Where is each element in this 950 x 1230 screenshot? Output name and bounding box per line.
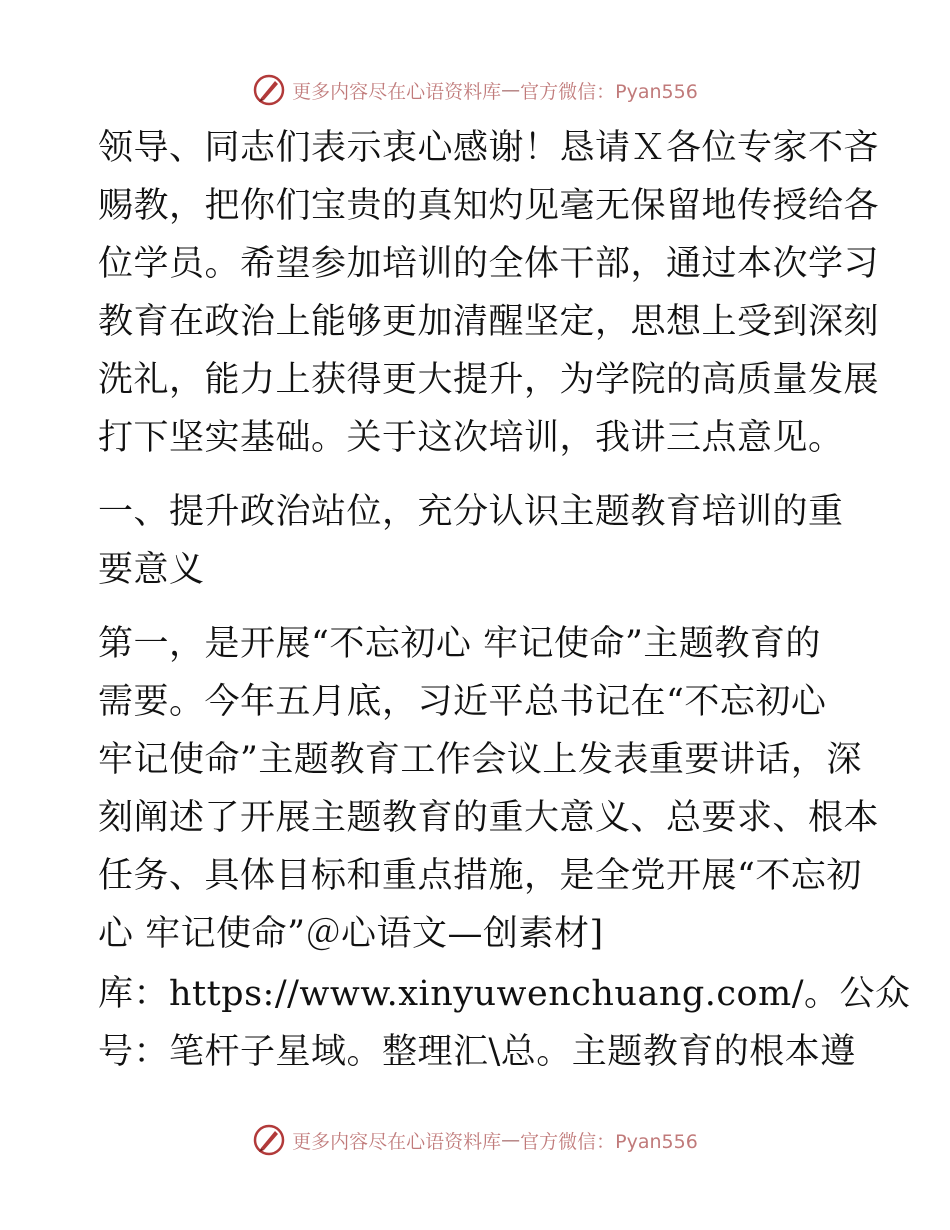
text-line: 刻阐述了开展主题教育的重大意义、总要求、根本 xyxy=(98,798,880,838)
feather-pen-logo-icon xyxy=(252,1123,286,1157)
text-line: 第一，是开展“不忘初心 牢记使命”主题教育的 xyxy=(98,624,821,664)
text-line: 打下坚实基础。关于这次培训，我讲三点意见。 xyxy=(98,418,844,458)
text-line: 心 牢记使命”＠心语文—创素材] xyxy=(98,914,604,954)
text-line: 教育在政治上能够更加清醒坚定，思想上受到深刻 xyxy=(98,302,880,342)
watermark-contact: 官方微信：Pyan556 xyxy=(520,80,698,103)
watermark-brand-text: 更多内容尽在心语资料库 xyxy=(292,80,502,103)
text-line: 号：笔杆子星域。整理汇\总。主题教育的根本遵 xyxy=(98,1032,856,1072)
text-line: 需要。今年五月底，习近平总书记在“不忘初心 xyxy=(98,682,827,722)
section-heading-line: 一、提升政治站位，充分认识主题教育培训的重 xyxy=(98,492,844,532)
feather-pen-logo-icon xyxy=(252,73,286,107)
text-line: 洗礼，能力上获得更大提升，为学院的高质量发展 xyxy=(98,360,880,400)
header-watermark xyxy=(0,70,950,110)
text-line: 任务、具体目标和重点措施，是全党开展“不忘初 xyxy=(98,856,862,896)
watermark-brand-text: 更多内容尽在心语资料库 xyxy=(292,1130,502,1153)
section-heading-line: 要意义 xyxy=(98,550,205,590)
watermark-separator: — xyxy=(501,1129,521,1151)
text-line: 库：https://www.xinyuwenchuang.com/。公众 xyxy=(98,974,911,1014)
watermark-contact: 官方微信：Pyan556 xyxy=(520,1130,698,1153)
text-line: 牢记使命”主题教育工作会议上发表重要讲话，深 xyxy=(98,740,862,780)
text-line: 领导、同志们表示衷心感谢！恳请Ｘ各位专家不吝 xyxy=(98,128,880,168)
text-line: 赐教，把你们宝贵的真知灼见毫无保留地传授给各 xyxy=(98,186,880,226)
text-line: 位学员。希望参加培训的全体干部，通过本次学习 xyxy=(98,244,880,284)
footer-watermark xyxy=(0,1120,950,1160)
watermark-separator: — xyxy=(501,79,521,101)
